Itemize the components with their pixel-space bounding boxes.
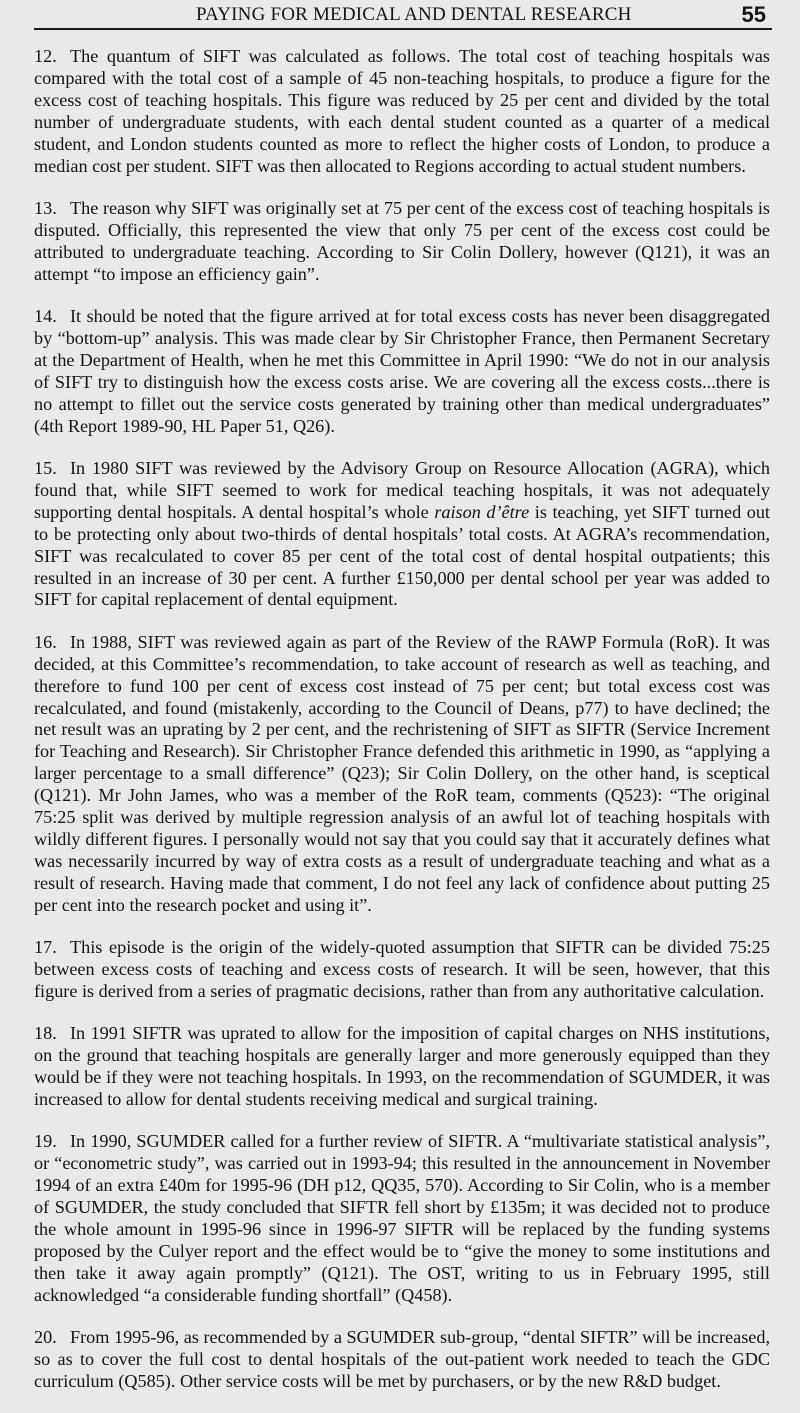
paragraph-text: The reason why SIFT was originally set at 75 per cent of the excess cost of teaching hospitals is disputed. Officially, this represented the view that only 75 per cent of the excess cost could be attributed to undergraduate teaching. According to Sir Colin Dollery, however (Q121), it was an attempt “to impose an efficiency gain”. [34, 197, 770, 284]
paragraph-text: From 1995-96, as recommended by a SGUMDER sub-group, “dental SIFTR” will be increased, so as to cover the full cost to dental hospitals of the out-patient work needed to teach the GDC curriculum (Q585). Other service costs will be met by purchasers, or by the new R&D budget. [34, 1327, 770, 1392]
paragraph-number: 16. [34, 631, 57, 652]
paragraph-number: 17. [34, 937, 57, 958]
running-header [34, 4, 772, 30]
paragraph-text-continued: is teaching, yet SIFT turned out to be protecting only about two-thirds of dental hospitals’ total costs. At AGRA’s recommendation, SIFT was recalculated to cover 85 per cent of the total cost of dental hospital outpatients; this resulted in an increase of 30 per cent. A further £150,000 per dental school per year was added to SIFT for capital replacement of dental equipment. [34, 501, 770, 610]
paragraph-16 [34, 632, 770, 917]
paragraph-14 [34, 306, 770, 437]
paragraph-text: It should be noted that the figure arrived at for total excess costs has never been disaggregated by “bottom-up” analysis. This was made clear by Sir Christopher France, then Permanent Secretary at the Department of Health, when he met this Committee in April 1990: “We do not in our analysis of SIFT try to distinguish how the excess costs arise. We are covering all the excess costs...there is no attempt to fillet out the service costs generated by training other than medical undergraduates” (4th Report 1989-90, HL Paper 51, Q26). [34, 306, 770, 436]
running-title: PAYING FOR MEDICAL AND DENTAL RESEARCH [196, 4, 632, 25]
page-number: 55 [741, 2, 766, 27]
paragraph-15 [34, 458, 770, 611]
paragraph-17 [34, 937, 770, 1003]
paragraph-number: 13. [34, 197, 57, 218]
paragraph-text: This episode is the origin of the widely-quoted assumption that SIFTR can be divided 75:25 between excess costs of teaching and excess costs of research. It will be seen, however, that this figure is derived from a series of pragmatic decisions, rather than from any authoritative calculation. [34, 937, 770, 1001]
paragraph-12 [34, 46, 770, 177]
body-text [34, 46, 770, 1413]
paragraph-19 [34, 1131, 770, 1306]
paragraph-number: 18. [34, 1023, 57, 1044]
paragraph-number: 14. [34, 306, 57, 327]
paragraph-text: The quantum of SIFT was calculated as follows. The total cost of teaching hospitals was compared with the total cost of a sample of 45 non-teaching hospitals, to produce a figure for the excess cost of teaching hospitals. This figure was reduced by 25 per cent and divided by the total number of undergraduate students, with each dental student counted as a quarter of a medical student, and London students counted as more to reflect the higher costs of London, to produce a median cost per student. SIFT was then allocated to Regions according to actual student numbers. [34, 46, 770, 176]
paragraph-20 [34, 1327, 770, 1393]
paragraph-number: 20. [34, 1327, 57, 1348]
paragraph-number: 19. [34, 1131, 57, 1152]
paragraph-number: 15. [34, 458, 57, 478]
paragraph-number: 12. [34, 46, 57, 66]
paragraph-13 [34, 198, 770, 286]
paragraph-18 [34, 1023, 770, 1111]
paragraph-text: In 1991 SIFTR was uprated to allow for the imposition of capital charges on NHS institutions, on the ground that teaching hospitals are generally larger and more generously equipped than they would be if they were not teaching hospitals. In 1993, on the recommendation of SGUMDER, it was increased to allow for dental students receiving medical and surgical training. [34, 1023, 770, 1110]
italic-phrase: raison d’être [434, 501, 530, 522]
paragraph-text: In 1988, SIFT was reviewed again as part of the Review of the RAWP Formula (RoR). It was decided, at this Committee’s recommendation, to take account of research as well as teaching, and therefore to fund 100 per cent of excess cost instead of 75 per cent; but total excess cost was recalculated, and found (mistakenly, according to the Council of Deans, p77) to have declined; the net result was an uprating by 2 per cent, and the rechristening of SIFT as SIFTR (Service Increment for Teaching and Research). Sir Christopher France defended this arithmetic in 1990, as “applying a larger percentage to a small difference” (Q23); Sir Colin Dollery, on the other hand, is sceptical (Q121). Mr John James, who was a member of the RoR team, comments (Q523): “The original 75:25 split was derived by multiple regression analysis of an awful lot of teaching hospitals with wildly different figures. I personally would not say that you could say that it accurately defines what was necessarily incurred by way of extra costs as a result of undergraduate teaching and what as a result of research. Having made that comment, I do not feel any lack of confidence about putting 25 per cent into the research pocket and using it”. [34, 631, 770, 915]
paragraph-text: In 1990, SGUMDER called for a further review of SIFTR. A “multivariate statistical analysis”, or “econometric study”, was carried out in 1993-94; this resulted in the announcement in November 1994 of an extra £40m for 1995-96 (DH p12, QQ35, 570). According to Sir Colin, who is a member of SGUMDER, the study concluded that SIFTR fell short by £135m; it was decided not to produce the whole amount in 1995-96 since in 1996-97 SIFTR will be replaced by the funding systems proposed by the Culyer report and the effect would be to “give the money to some institutions and then take it away again promptly” (Q121). The OST, writing to us in February 1995, still acknowledged “a considerable funding shortfall” (Q458). [34, 1131, 770, 1305]
paragraph-text: In 1980 SIFT was reviewed by the Advisory Group on Resource Allocation (AGRA), which found that, while SIFT seemed to work for medical teaching hospitals, it was not adequately supporting dental hospitals. A dental hospital’s whole [34, 458, 770, 522]
